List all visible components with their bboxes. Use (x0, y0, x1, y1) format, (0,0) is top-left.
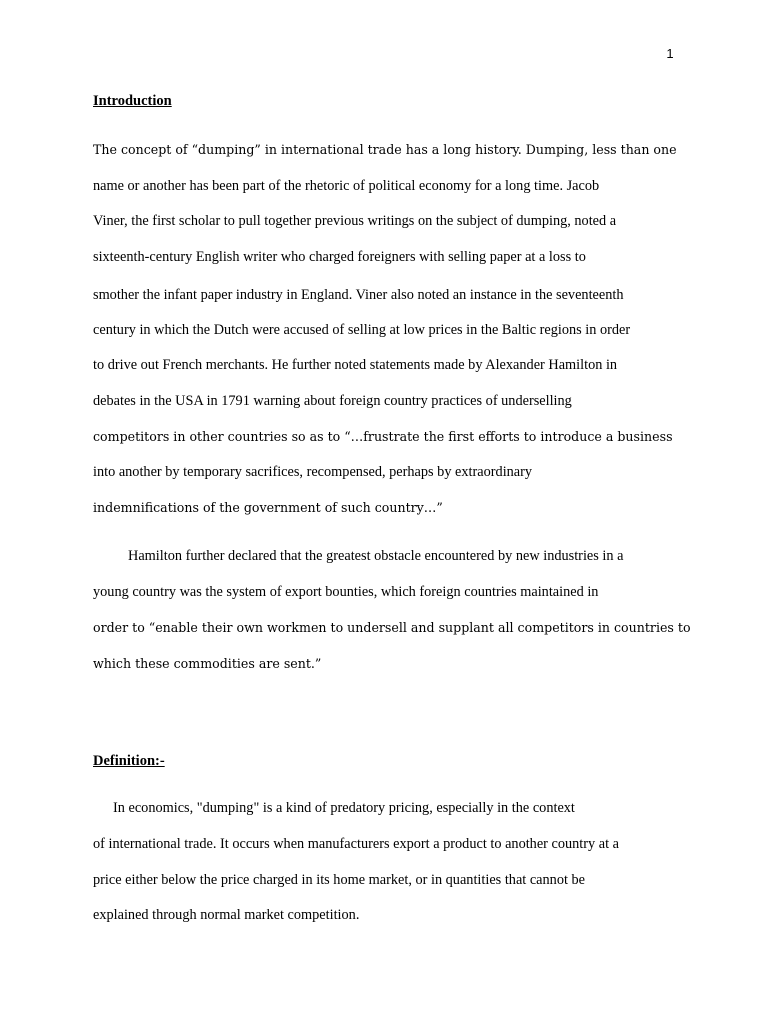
paragraph-line: smother the infant paper industry in England. Viner also noted an instance in the seventeenth (93, 287, 624, 303)
paragraph-line: debates in the USA in 1791 warning about foreign country practices of underselling (93, 393, 572, 409)
paragraph-line: price either below the price charged in its home market, or in quantities that cannot be (93, 872, 586, 888)
paragraph-line: young country was the system of export bounties, which foreign countries maintained in (93, 584, 599, 600)
paragraph-line: century in which the Dutch were accused of selling at low prices in the Baltic regions in order (93, 322, 631, 338)
paragraph-line: into another by temporary sacrifices, recompensed, perhaps by extraordinary (93, 464, 533, 480)
paragraph-line: to drive out French merchants. He further noted statements made by Alexander Hamilton in (93, 357, 618, 373)
paragraph-line: Hamilton further declared that the greatest obstacle encountered by new industries in a (128, 548, 624, 564)
paragraph-line: name or another has been part of the rhetoric of political economy for a long time. Jacob (93, 178, 600, 194)
definition-heading: Definition:- (93, 753, 165, 769)
page-number: 1 (666, 46, 674, 61)
paragraph-line: The concept of “dumping” in international trade has a long history. Dumping, less than one (93, 142, 677, 157)
paragraph-line: order to “enable their own workmen to undersell and supplant all competitors in countries to (93, 620, 691, 635)
paragraph-line: Viner, the first scholar to pull together previous writings on the subject of dumping, noted a (93, 213, 617, 229)
paragraph-line: of international trade. It occurs when manufacturers export a product to another country at a (93, 836, 619, 852)
paragraph-line: indemnifications of the government of such country…” (93, 500, 443, 515)
paragraph-line: sixteenth-century English writer who charged foreigners with selling paper at a loss to (93, 249, 586, 265)
paragraph-line: which these commodities are sent.” (93, 656, 322, 671)
paragraph-line: competitors in other countries so as to “…frustrate the first efforts to introduce a business (93, 429, 673, 444)
paragraph-line: explained through normal market competition. (93, 907, 360, 923)
introduction-heading: Introduction (93, 93, 172, 109)
paragraph-line: In economics, "dumping" is a kind of predatory pricing, especially in the context (113, 800, 575, 816)
